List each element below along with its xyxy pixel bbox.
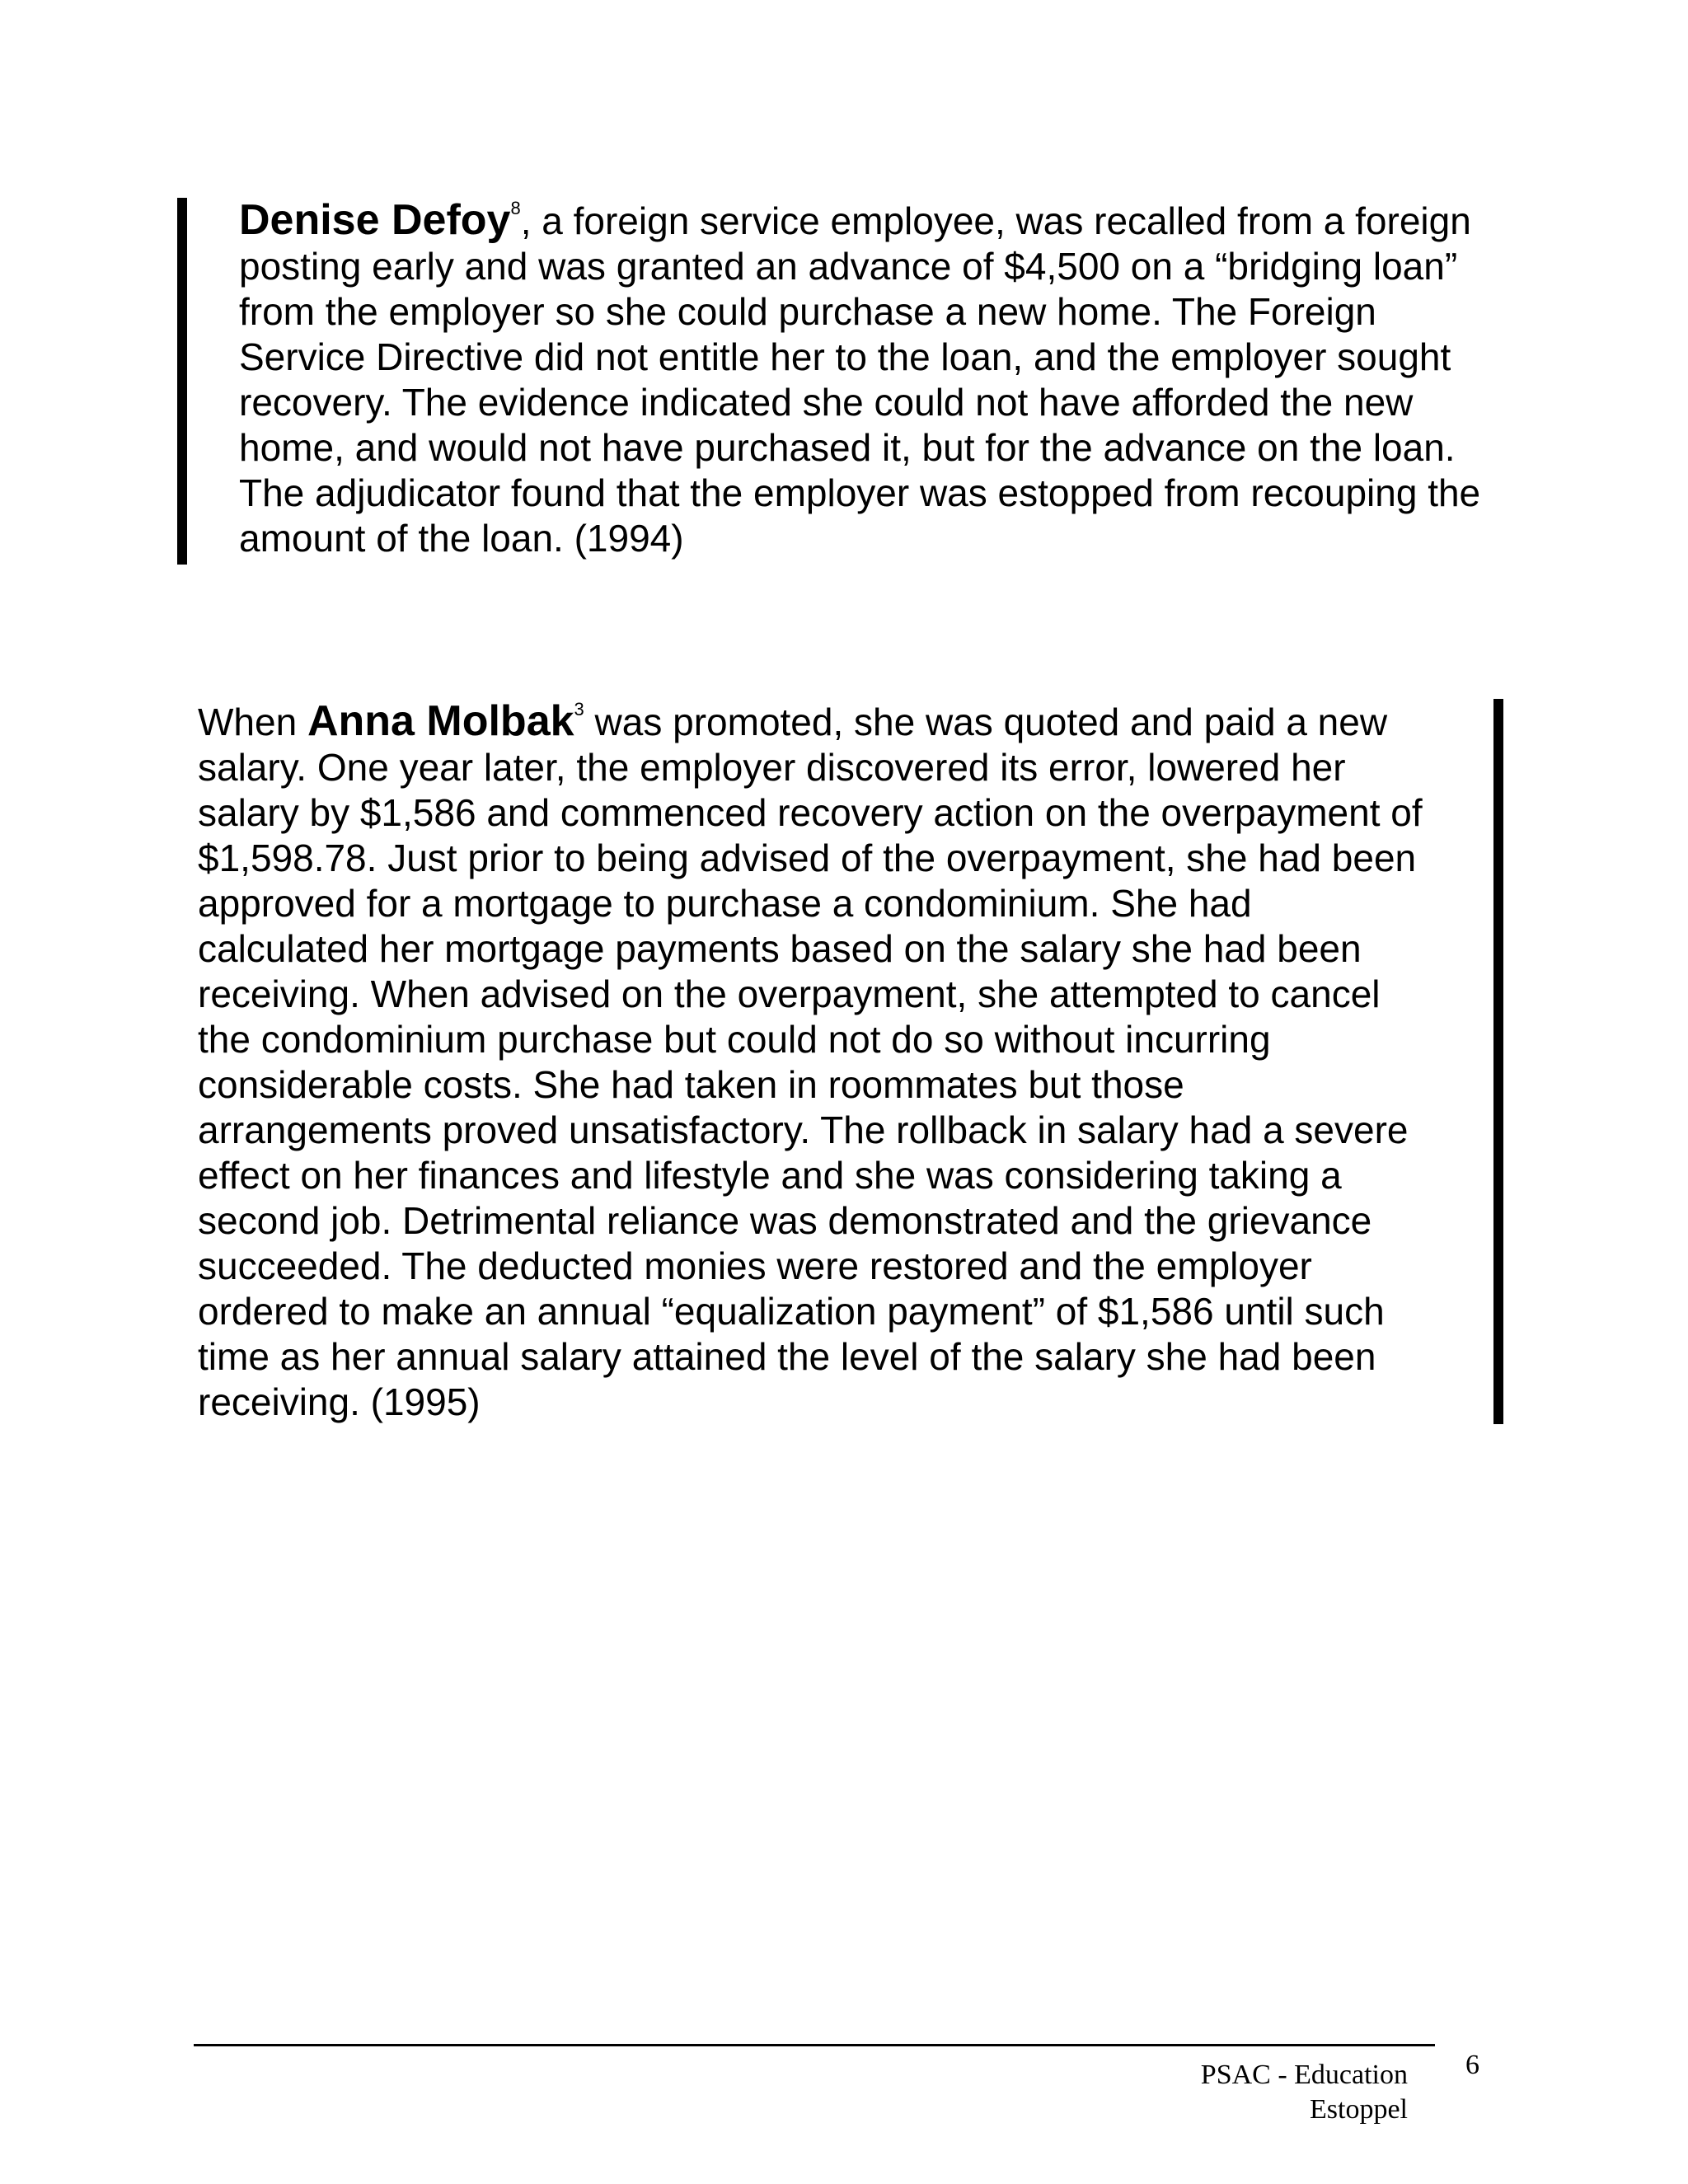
case-line — [198, 699, 1467, 745]
case-line — [239, 198, 1525, 244]
case-molbak — [198, 699, 1467, 1425]
case-line: salary by $1,586 and commenced recovery action on the overpayment of — [198, 791, 1423, 834]
case-line: receiving. When advised on the overpayment, she attempted to cancel — [198, 972, 1381, 1015]
change-bar-right — [1493, 699, 1503, 1424]
case-line: from the employer so she could purchase a new home. The Foreign — [239, 290, 1376, 333]
footnote-ref: 3 — [574, 699, 584, 719]
footer-rule — [194, 2044, 1435, 2046]
case-line: second job. Detrimental reliance was demonstrated and the grievance — [198, 1199, 1372, 1242]
case-line: arrangements proved unsatisfactory. The rollback in salary had a severe — [198, 1108, 1409, 1151]
change-bar-left — [177, 198, 187, 565]
case-line: The adjudicator found that the employer was estopped from recouping the — [239, 471, 1481, 514]
footnote-ref: 8 — [510, 198, 521, 218]
case-line: home, and would not have purchased it, but for the advance on the loan. — [239, 426, 1456, 469]
case-line: considerable costs. She had taken in roommates but those — [198, 1063, 1184, 1106]
case-text: was promoted, she was quoted and paid a new — [584, 701, 1388, 743]
case-name: Denise Defoy — [239, 196, 511, 244]
footer-subtitle: Estoppel — [1310, 2094, 1408, 2125]
page-number: 6 — [1465, 2050, 1479, 2080]
case-line: time as her annual salary attained the level of the salary she had been — [198, 1335, 1376, 1378]
case-text: , a foreign service employee, was recalled from a foreign — [520, 199, 1471, 242]
case-line: succeeded. The deducted monies were restored and the employer — [198, 1244, 1312, 1287]
case-line: calculated her mortgage payments based on the salary she had been — [198, 927, 1362, 970]
case-line: salary. One year later, the employer discovered its error, lowered her — [198, 746, 1346, 789]
case-line: Service Directive did not entitle her to the loan, and the employer sought — [239, 335, 1451, 378]
case-line: amount of the loan. (1994) — [239, 517, 684, 560]
case-name: Anna Molbak — [307, 697, 574, 745]
case-line: $1,598.78. Just prior to being advised of the overpayment, she had been — [198, 837, 1417, 879]
case-line: ordered to make an annual “equalization payment” of $1,586 until such — [198, 1290, 1385, 1333]
footer-title: PSAC - Education — [1200, 2060, 1408, 2090]
case-line: approved for a mortgage to purchase a condominium. She had — [198, 882, 1252, 925]
case-intro: When — [198, 701, 307, 743]
case-line: receiving. (1995) — [198, 1380, 481, 1423]
case-defoy — [239, 198, 1525, 561]
case-line: recovery. The evidence indicated she could not have afforded the new — [239, 381, 1414, 424]
case-line: effect on her finances and lifestyle and she was considering taking a — [198, 1154, 1342, 1197]
case-line: the condominium purchase but could not do so without incurring — [198, 1018, 1271, 1061]
footer — [1201, 2058, 1408, 2127]
case-line: posting early and was granted an advance of $4,500 on a “bridging loan” — [239, 245, 1458, 288]
